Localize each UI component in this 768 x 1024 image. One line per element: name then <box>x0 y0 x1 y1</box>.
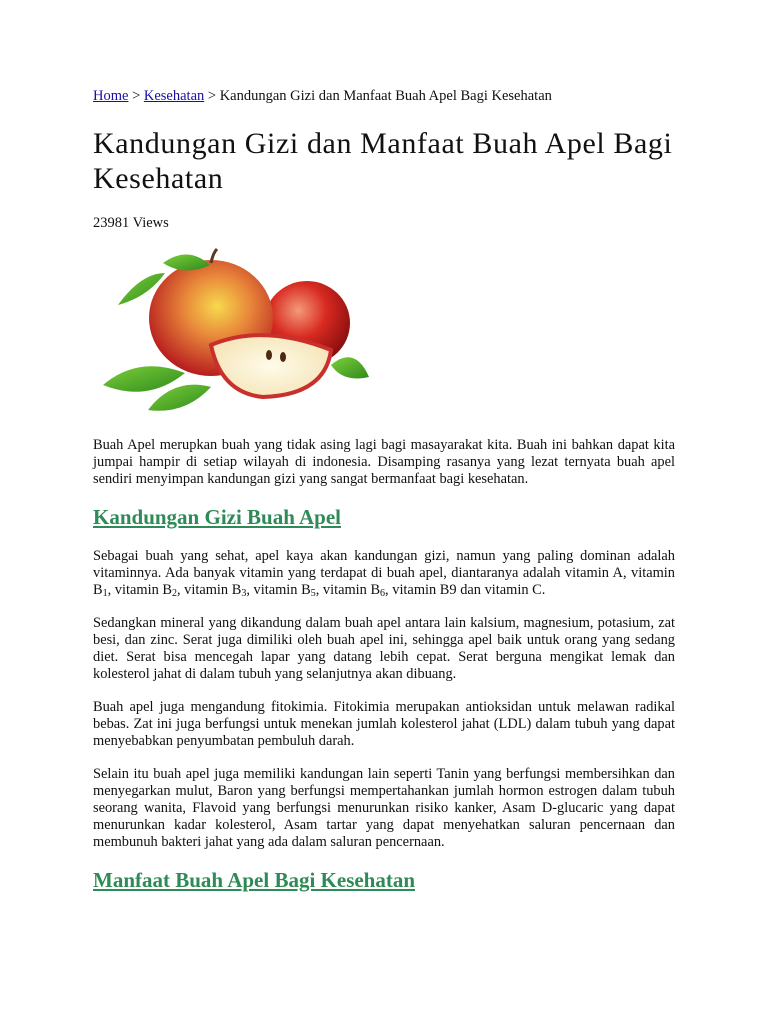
page-title: Kandungan Gizi dan Manfaat Buah Apel Bagi Kesehatan <box>93 127 673 195</box>
breadcrumb-current: Kandungan Gizi dan Manfaat Buah Apel Bagi Kesehatan <box>219 88 552 104</box>
breadcrumb-separator: > <box>128 88 144 104</box>
section-heading-benefits: Manfaat Buah Apel Bagi Kesehatan <box>93 868 416 892</box>
other-compounds-paragraph: Selain itu buah apel juga memiliki kandungan lain seperti Tanin yang berfungsi membersihkan dan menyegarkan mulut, Baron yang berfungsi mempertahankan jumlah hormon estrogen dalam tubuh seorang wanita, Flavoid yang berfungsi menurunkan risiko kanker, Asam D-glucaric yang dapat menurunkan kadar kolesterol, Asam tartar yang dapat menyehatkan saluran pencernaan dan membunuh bakteri jahat yang ada dalam saluran pencernaan. <box>93 766 675 850</box>
breadcrumb-home-link[interactable]: Home <box>93 88 129 104</box>
apple-image <box>93 245 383 423</box>
breadcrumb-separator: > <box>204 88 220 104</box>
intro-paragraph: Buah Apel merupkan buah yang tidak asing lagi bagi masayarakat kita. Buah ini bahkan dapat kita jumpai hampir di setiap wilayah di indonesia. Disamping rasanya yang lezat ternyata buah apel sendiri menyimpan kandungan gizi yang sangat bermanfaat bagi kesehatan. <box>93 437 675 487</box>
vitamins-paragraph: Sebagai buah yang sehat, apel kaya akan kandungan gizi, namun yang paling dominan adalah vitaminnya. Ada banyak vitamin yang terdapat di buah apel, diantaranya adalah vitamin A, vitamin $B_1$, vitamin $B_2$, vitamin $B_3$, vitamin $B_5$, vitamin $B_6$, vitamin B9 dan vitamin C. <box>93 548 675 599</box>
section-heading-nutrition: Kandungan Gizi Buah Apel <box>93 505 342 529</box>
breadcrumb <box>93 86 675 106</box>
view-count: 23981 Views <box>93 215 169 231</box>
article <box>93 86 675 894</box>
minerals-paragraph: Sedangkan mineral yang dikandung dalam buah apel antara lain kalsium, magnesium, potasium, zat besi, dan zinc. Serat juga dimiliki oleh buah apel ini, sehingga apel baik untuk orang yang sedang diet. Serat bisa mencegah lapar yang datang lebih cepat. Serat berguna mengikat lemak dan kolesterol jahat di dalam tubuh yang selanjutnya akan dibuang. <box>93 615 675 682</box>
breadcrumb-category-link[interactable]: Kesehatan <box>143 88 205 104</box>
phytochemical-paragraph: Buah apel juga mengandung fitokimia. Fitokimia merupakan antioksidan untuk melawan radikal bebas. Zat ini juga berfungsi untuk menekan jumlah kolesterol jahat (LDL) dalam tubuh yang dapat menyebabkan penyumbatan pembuluh darah. <box>93 699 675 749</box>
